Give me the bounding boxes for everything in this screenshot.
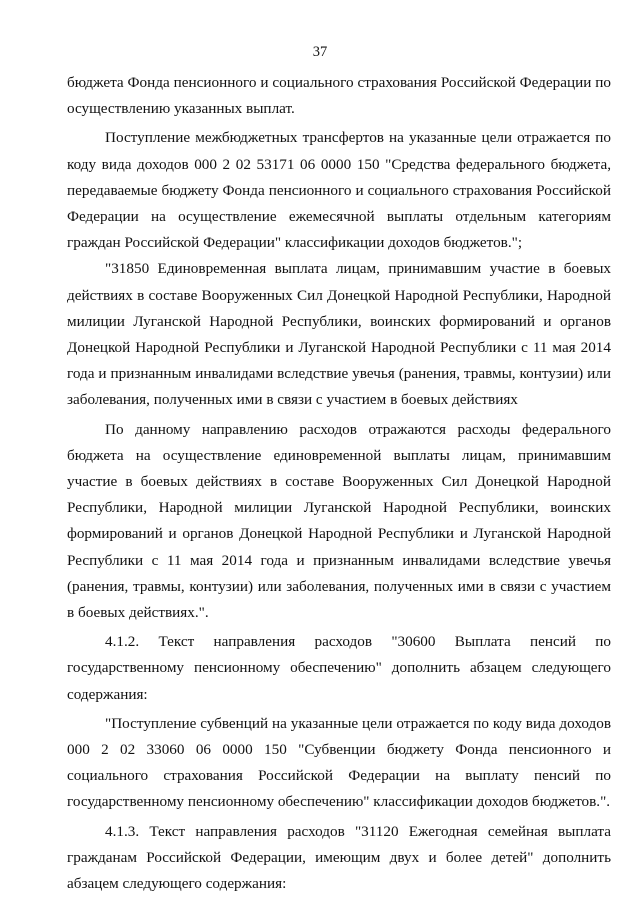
paragraph-subventions: "Поступление субвенций на указанные цели отражается по коду вида доходов 000 2 02 33060 06 0000 150 "Субвенции бюджету Фонда пенсионного и социального страхования Российской Федерации на выплату пенсий по государственному пенсионному обеспечению" классификации доходов бюджетов.". bbox=[67, 714, 611, 811]
document-body bbox=[67, 70, 611, 897]
paragraph-31850-heading: "31850 Единовременная выплата лицам, принимавшим участие в боевых действиях в составе Вооруженных Сил Донецкой Народной Республики, Народной милиции Луганской Народной Республики, воинских формирований и органов Донецкой Народной Республики и Луганской Народной Республики с 11 мая 2014 года и признанным инвалидами вследствие увечья (ранения, травмы, контузии) или заболевания, полученных ими в связи с участием в боевых действиях bbox=[67, 260, 611, 409]
paragraph-4-1-3: 4.1.3. Текст направления расходов "31120 Ежегодная семейная выплата гражданам Российской Федерации, имеющим двух и более детей" дополнить абзацем следующего содержания: bbox=[67, 822, 611, 893]
paragraph-continuation: бюджета Фонда пенсионного и социального страхования Российской Федерации по осуществлению указанных выплат. bbox=[67, 74, 611, 118]
paragraph-4-1-2: 4.1.2. Текст направления расходов "30600 Выплата пенсий по государственному пенсионному обеспечению" дополнить абзацем следующего содержания: bbox=[67, 633, 611, 703]
page-number: 37 bbox=[312, 44, 328, 60]
paragraph-31850-description: По данному направлению расходов отражаются расходы федерального бюджета на осуществление единовременной выплаты лицам, принимавшим участие в боевых действиях в составе Вооруженных Сил Донецкой Народной Республики, Народной милиции Луганской Народной Республики, воинских формирований и органов Донецкой Народной Республики и Луганской Народной Республики с 11 мая 2014 года и признанным инвалидами вследствие увечья (ранения, травмы, контузии) или заболевания, полученных ими в связи с участием в боевых действиях.". bbox=[67, 420, 611, 622]
paragraph-transfers: Поступление межбюджетных трансфертов на указанные цели отражается по коду вида доходов 000 2 02 53171 06 0000 150 "Средства федерального бюджета, передаваемые бюджету Фонда пенсионного и социального страхования Российской Федерации на осуществление ежемесячной выплаты отдельным категориям граждан Российской Федерации" классификации доходов бюджетов."; bbox=[67, 129, 611, 252]
